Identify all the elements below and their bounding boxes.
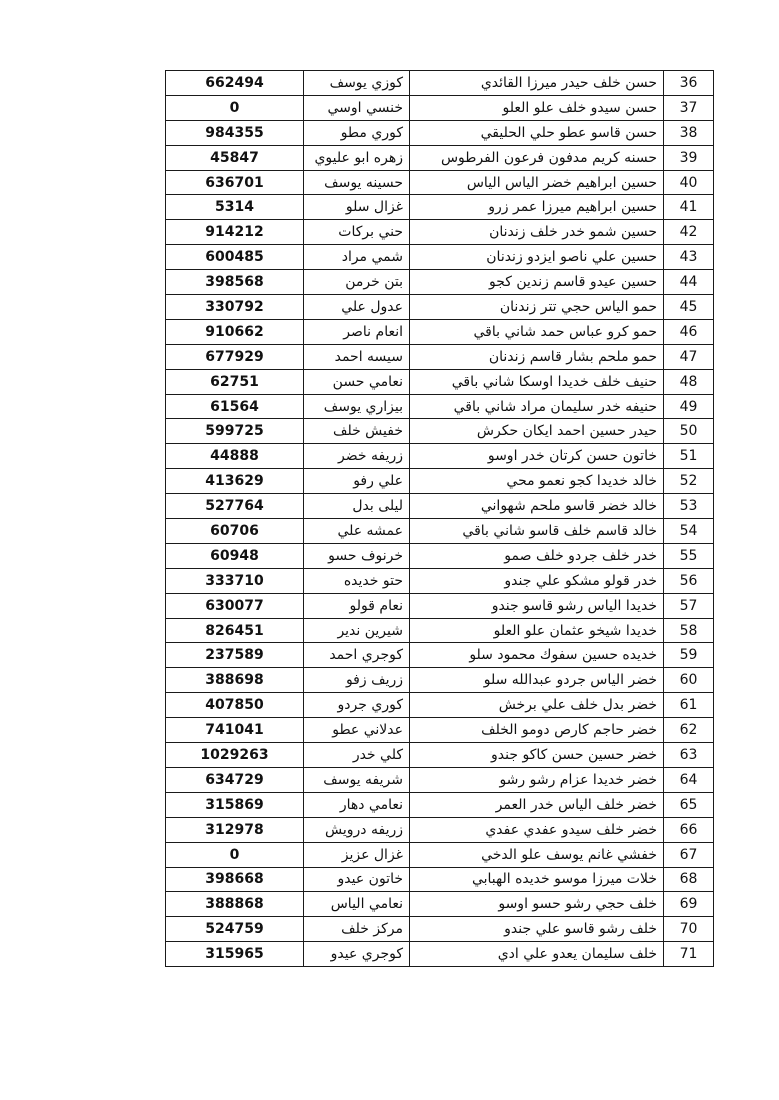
row-number-cell: 42: [664, 220, 714, 245]
table-row: [166, 245, 714, 270]
full-name-cell: حسن قاسو عطو حلي الحليقي: [410, 120, 664, 145]
row-number-cell: 47: [664, 344, 714, 369]
full-name-cell: حسين عيدو قاسم زندين كجو: [410, 270, 664, 295]
mother-name-cell: حني بركات: [304, 220, 410, 245]
mother-name-cell: حسينه يوسف: [304, 170, 410, 195]
mother-name-cell: نعامي حسن: [304, 369, 410, 394]
mother-name-cell: كوري جردو: [304, 693, 410, 718]
full-name-cell: خضر خديدا عزام رشو رشو: [410, 767, 664, 792]
full-name-cell: خدر خلف جردو خلف صمو: [410, 543, 664, 568]
mother-name-cell: كوزي يوسف: [304, 71, 410, 96]
full-name-cell: خلف حجي رشو حسو اوسو: [410, 892, 664, 917]
table-row: [166, 469, 714, 494]
full-name-cell: خاتون حسن كرتان خدر اوسو: [410, 444, 664, 469]
code-cell: 527764: [166, 494, 304, 519]
code-cell: 60948: [166, 543, 304, 568]
code-cell: 662494: [166, 71, 304, 96]
code-cell: 600485: [166, 245, 304, 270]
table-row: [166, 693, 714, 718]
row-number-cell: 54: [664, 519, 714, 544]
mother-name-cell: بيزاري يوسف: [304, 394, 410, 419]
row-number-cell: 52: [664, 469, 714, 494]
code-cell: 677929: [166, 344, 304, 369]
mother-name-cell: كوجري عيدو: [304, 942, 410, 967]
table-row: [166, 767, 714, 792]
mother-name-cell: كوري مطو: [304, 120, 410, 145]
row-number-cell: 58: [664, 618, 714, 643]
full-name-cell: حسنه كريم مدفون فرعون الفرطوس: [410, 145, 664, 170]
table-row: [166, 917, 714, 942]
table-row: [166, 419, 714, 444]
row-number-cell: 37: [664, 95, 714, 120]
full-name-cell: خضر الياس جردو عبدالله سلو: [410, 668, 664, 693]
code-cell: 5314: [166, 195, 304, 220]
row-number-cell: 71: [664, 942, 714, 967]
code-cell: 312978: [166, 817, 304, 842]
table-row: [166, 71, 714, 96]
full-name-cell: خضر خلف سيدو عفدي عفدي: [410, 817, 664, 842]
full-name-cell: خالد قاسم خلف قاسو شاني باقي: [410, 519, 664, 544]
table-row: [166, 743, 714, 768]
full-name-cell: حنيف خلف خديدا اوسكا شاني باقي: [410, 369, 664, 394]
full-name-cell: حمو الياس حجي تتر زندنان: [410, 295, 664, 320]
row-number-cell: 60: [664, 668, 714, 693]
row-number-cell: 67: [664, 842, 714, 867]
full-name-cell: خضر بدل خلف علي برخش: [410, 693, 664, 718]
table-row: [166, 593, 714, 618]
full-name-cell: خلف سليمان يعدو علي ادي: [410, 942, 664, 967]
mother-name-cell: علي رفو: [304, 469, 410, 494]
table-row: [166, 668, 714, 693]
table-row: [166, 195, 714, 220]
row-number-cell: 44: [664, 270, 714, 295]
row-number-cell: 43: [664, 245, 714, 270]
row-number-cell: 49: [664, 394, 714, 419]
code-cell: 826451: [166, 618, 304, 643]
full-name-cell: خالد خضر قاسو ملحم شهواني: [410, 494, 664, 519]
table-row: [166, 718, 714, 743]
mother-name-cell: خاتون عيدو: [304, 867, 410, 892]
row-number-cell: 57: [664, 593, 714, 618]
mother-name-cell: نعام قولو: [304, 593, 410, 618]
row-number-cell: 70: [664, 917, 714, 942]
code-cell: 237589: [166, 643, 304, 668]
row-number-cell: 38: [664, 120, 714, 145]
code-cell: 407850: [166, 693, 304, 718]
row-number-cell: 63: [664, 743, 714, 768]
full-name-cell: حنيفه خدر سليمان مراد شاني باقي: [410, 394, 664, 419]
code-cell: 315965: [166, 942, 304, 967]
full-name-cell: حسن خلف حيدر ميرزا القائدي: [410, 71, 664, 96]
mother-name-cell: عدول علي: [304, 295, 410, 320]
full-name-cell: خضر حاجم كارص دومو الخلف: [410, 718, 664, 743]
code-cell: 45847: [166, 145, 304, 170]
table-row: [166, 643, 714, 668]
table-row: [166, 568, 714, 593]
row-number-cell: 45: [664, 295, 714, 320]
table-row: [166, 95, 714, 120]
mother-name-cell: زهره ابو عليوي: [304, 145, 410, 170]
names-table: [165, 70, 714, 967]
row-number-cell: 53: [664, 494, 714, 519]
table-row: [166, 618, 714, 643]
mother-name-cell: زريف زفو: [304, 668, 410, 693]
full-name-cell: خدر قولو مشكو علي جندو: [410, 568, 664, 593]
mother-name-cell: زريفه خضر: [304, 444, 410, 469]
row-number-cell: 51: [664, 444, 714, 469]
code-cell: 914212: [166, 220, 304, 245]
mother-name-cell: عمشه علي: [304, 519, 410, 544]
full-name-cell: خديده حسين سفوك محمود سلو: [410, 643, 664, 668]
row-number-cell: 36: [664, 71, 714, 96]
mother-name-cell: بتن خرمن: [304, 270, 410, 295]
table-row: [166, 817, 714, 842]
row-number-cell: 46: [664, 319, 714, 344]
mother-name-cell: كلي خدر: [304, 743, 410, 768]
mother-name-cell: ليلى بدل: [304, 494, 410, 519]
code-cell: 741041: [166, 718, 304, 743]
row-number-cell: 59: [664, 643, 714, 668]
mother-name-cell: شيرين ندير: [304, 618, 410, 643]
code-cell: 524759: [166, 917, 304, 942]
mother-name-cell: نعامي الياس: [304, 892, 410, 917]
mother-name-cell: غزال عزيز: [304, 842, 410, 867]
table-row: [166, 394, 714, 419]
full-name-cell: خضر حسين حسن كاكو جندو: [410, 743, 664, 768]
code-cell: 330792: [166, 295, 304, 320]
full-name-cell: حسين ابراهيم ميرزا عمر زرو: [410, 195, 664, 220]
full-name-cell: حيدر حسين احمد ايكان حكرش: [410, 419, 664, 444]
code-cell: 60706: [166, 519, 304, 544]
table-row: [166, 892, 714, 917]
full-name-cell: خديدا شيخو عثمان علو العلو: [410, 618, 664, 643]
row-number-cell: 48: [664, 369, 714, 394]
row-number-cell: 61: [664, 693, 714, 718]
full-name-cell: حسن سيدو خلف علو العلو: [410, 95, 664, 120]
mother-name-cell: كوجري احمد: [304, 643, 410, 668]
code-cell: 636701: [166, 170, 304, 195]
full-name-cell: خديدا الياس رشو قاسو جندو: [410, 593, 664, 618]
table-row: [166, 344, 714, 369]
table-row: [166, 319, 714, 344]
row-number-cell: 39: [664, 145, 714, 170]
full-name-cell: خفشي غانم يوسف علو الدخي: [410, 842, 664, 867]
code-cell: 388868: [166, 892, 304, 917]
code-cell: 388698: [166, 668, 304, 693]
full-name-cell: خلف رشو قاسو علي جندو: [410, 917, 664, 942]
table-row: [166, 170, 714, 195]
mother-name-cell: حتو خديده: [304, 568, 410, 593]
code-cell: 315869: [166, 792, 304, 817]
code-cell: 599725: [166, 419, 304, 444]
table-row: [166, 942, 714, 967]
code-cell: 398668: [166, 867, 304, 892]
mother-name-cell: انعام ناصر: [304, 319, 410, 344]
mother-name-cell: خرنوف حسو: [304, 543, 410, 568]
row-number-cell: 69: [664, 892, 714, 917]
table-row: [166, 295, 714, 320]
row-number-cell: 56: [664, 568, 714, 593]
mother-name-cell: سيسه احمد: [304, 344, 410, 369]
row-number-cell: 68: [664, 867, 714, 892]
code-cell: 44888: [166, 444, 304, 469]
code-cell: 0: [166, 842, 304, 867]
row-number-cell: 62: [664, 718, 714, 743]
full-name-cell: حمو ملحم بشار قاسم زندنان: [410, 344, 664, 369]
row-number-cell: 50: [664, 419, 714, 444]
table-row: [166, 444, 714, 469]
table-row: [166, 145, 714, 170]
mother-name-cell: زريفه درويش: [304, 817, 410, 842]
full-name-cell: حسين ابراهيم خضر الياس الياس: [410, 170, 664, 195]
row-number-cell: 55: [664, 543, 714, 568]
full-name-cell: خضر خلف الياس خدر العمر: [410, 792, 664, 817]
names-table-body: [166, 71, 714, 967]
code-cell: 61564: [166, 394, 304, 419]
code-cell: 910662: [166, 319, 304, 344]
code-cell: 634729: [166, 767, 304, 792]
row-number-cell: 64: [664, 767, 714, 792]
mother-name-cell: مركز خلف: [304, 917, 410, 942]
row-number-cell: 41: [664, 195, 714, 220]
table-row: [166, 270, 714, 295]
table-row: [166, 220, 714, 245]
full-name-cell: حسين علي ناصو ايزدو زندنان: [410, 245, 664, 270]
mother-name-cell: شمي مراد: [304, 245, 410, 270]
row-number-cell: 65: [664, 792, 714, 817]
code-cell: 984355: [166, 120, 304, 145]
code-cell: 413629: [166, 469, 304, 494]
code-cell: 398568: [166, 270, 304, 295]
table-row: [166, 519, 714, 544]
code-cell: 630077: [166, 593, 304, 618]
full-name-cell: خلات ميرزا موسو خديده الهبابي: [410, 867, 664, 892]
table-row: [166, 120, 714, 145]
table-row: [166, 543, 714, 568]
table-row: [166, 792, 714, 817]
table-row: [166, 369, 714, 394]
code-cell: 0: [166, 95, 304, 120]
row-number-cell: 40: [664, 170, 714, 195]
full-name-cell: حسين شمو خدر خلف زندنان: [410, 220, 664, 245]
table-row: [166, 867, 714, 892]
mother-name-cell: شريفه يوسف: [304, 767, 410, 792]
full-name-cell: حمو كرو عباس حمد شاني باقي: [410, 319, 664, 344]
full-name-cell: خالد خديدا كجو نعمو محي: [410, 469, 664, 494]
code-cell: 62751: [166, 369, 304, 394]
mother-name-cell: نعامي دهار: [304, 792, 410, 817]
mother-name-cell: خنسي اوسي: [304, 95, 410, 120]
table-row: [166, 494, 714, 519]
mother-name-cell: غزال سلو: [304, 195, 410, 220]
row-number-cell: 66: [664, 817, 714, 842]
code-cell: 333710: [166, 568, 304, 593]
table-row: [166, 842, 714, 867]
mother-name-cell: عدلاني عطو: [304, 718, 410, 743]
mother-name-cell: خفيش خلف: [304, 419, 410, 444]
code-cell: 1029263: [166, 743, 304, 768]
